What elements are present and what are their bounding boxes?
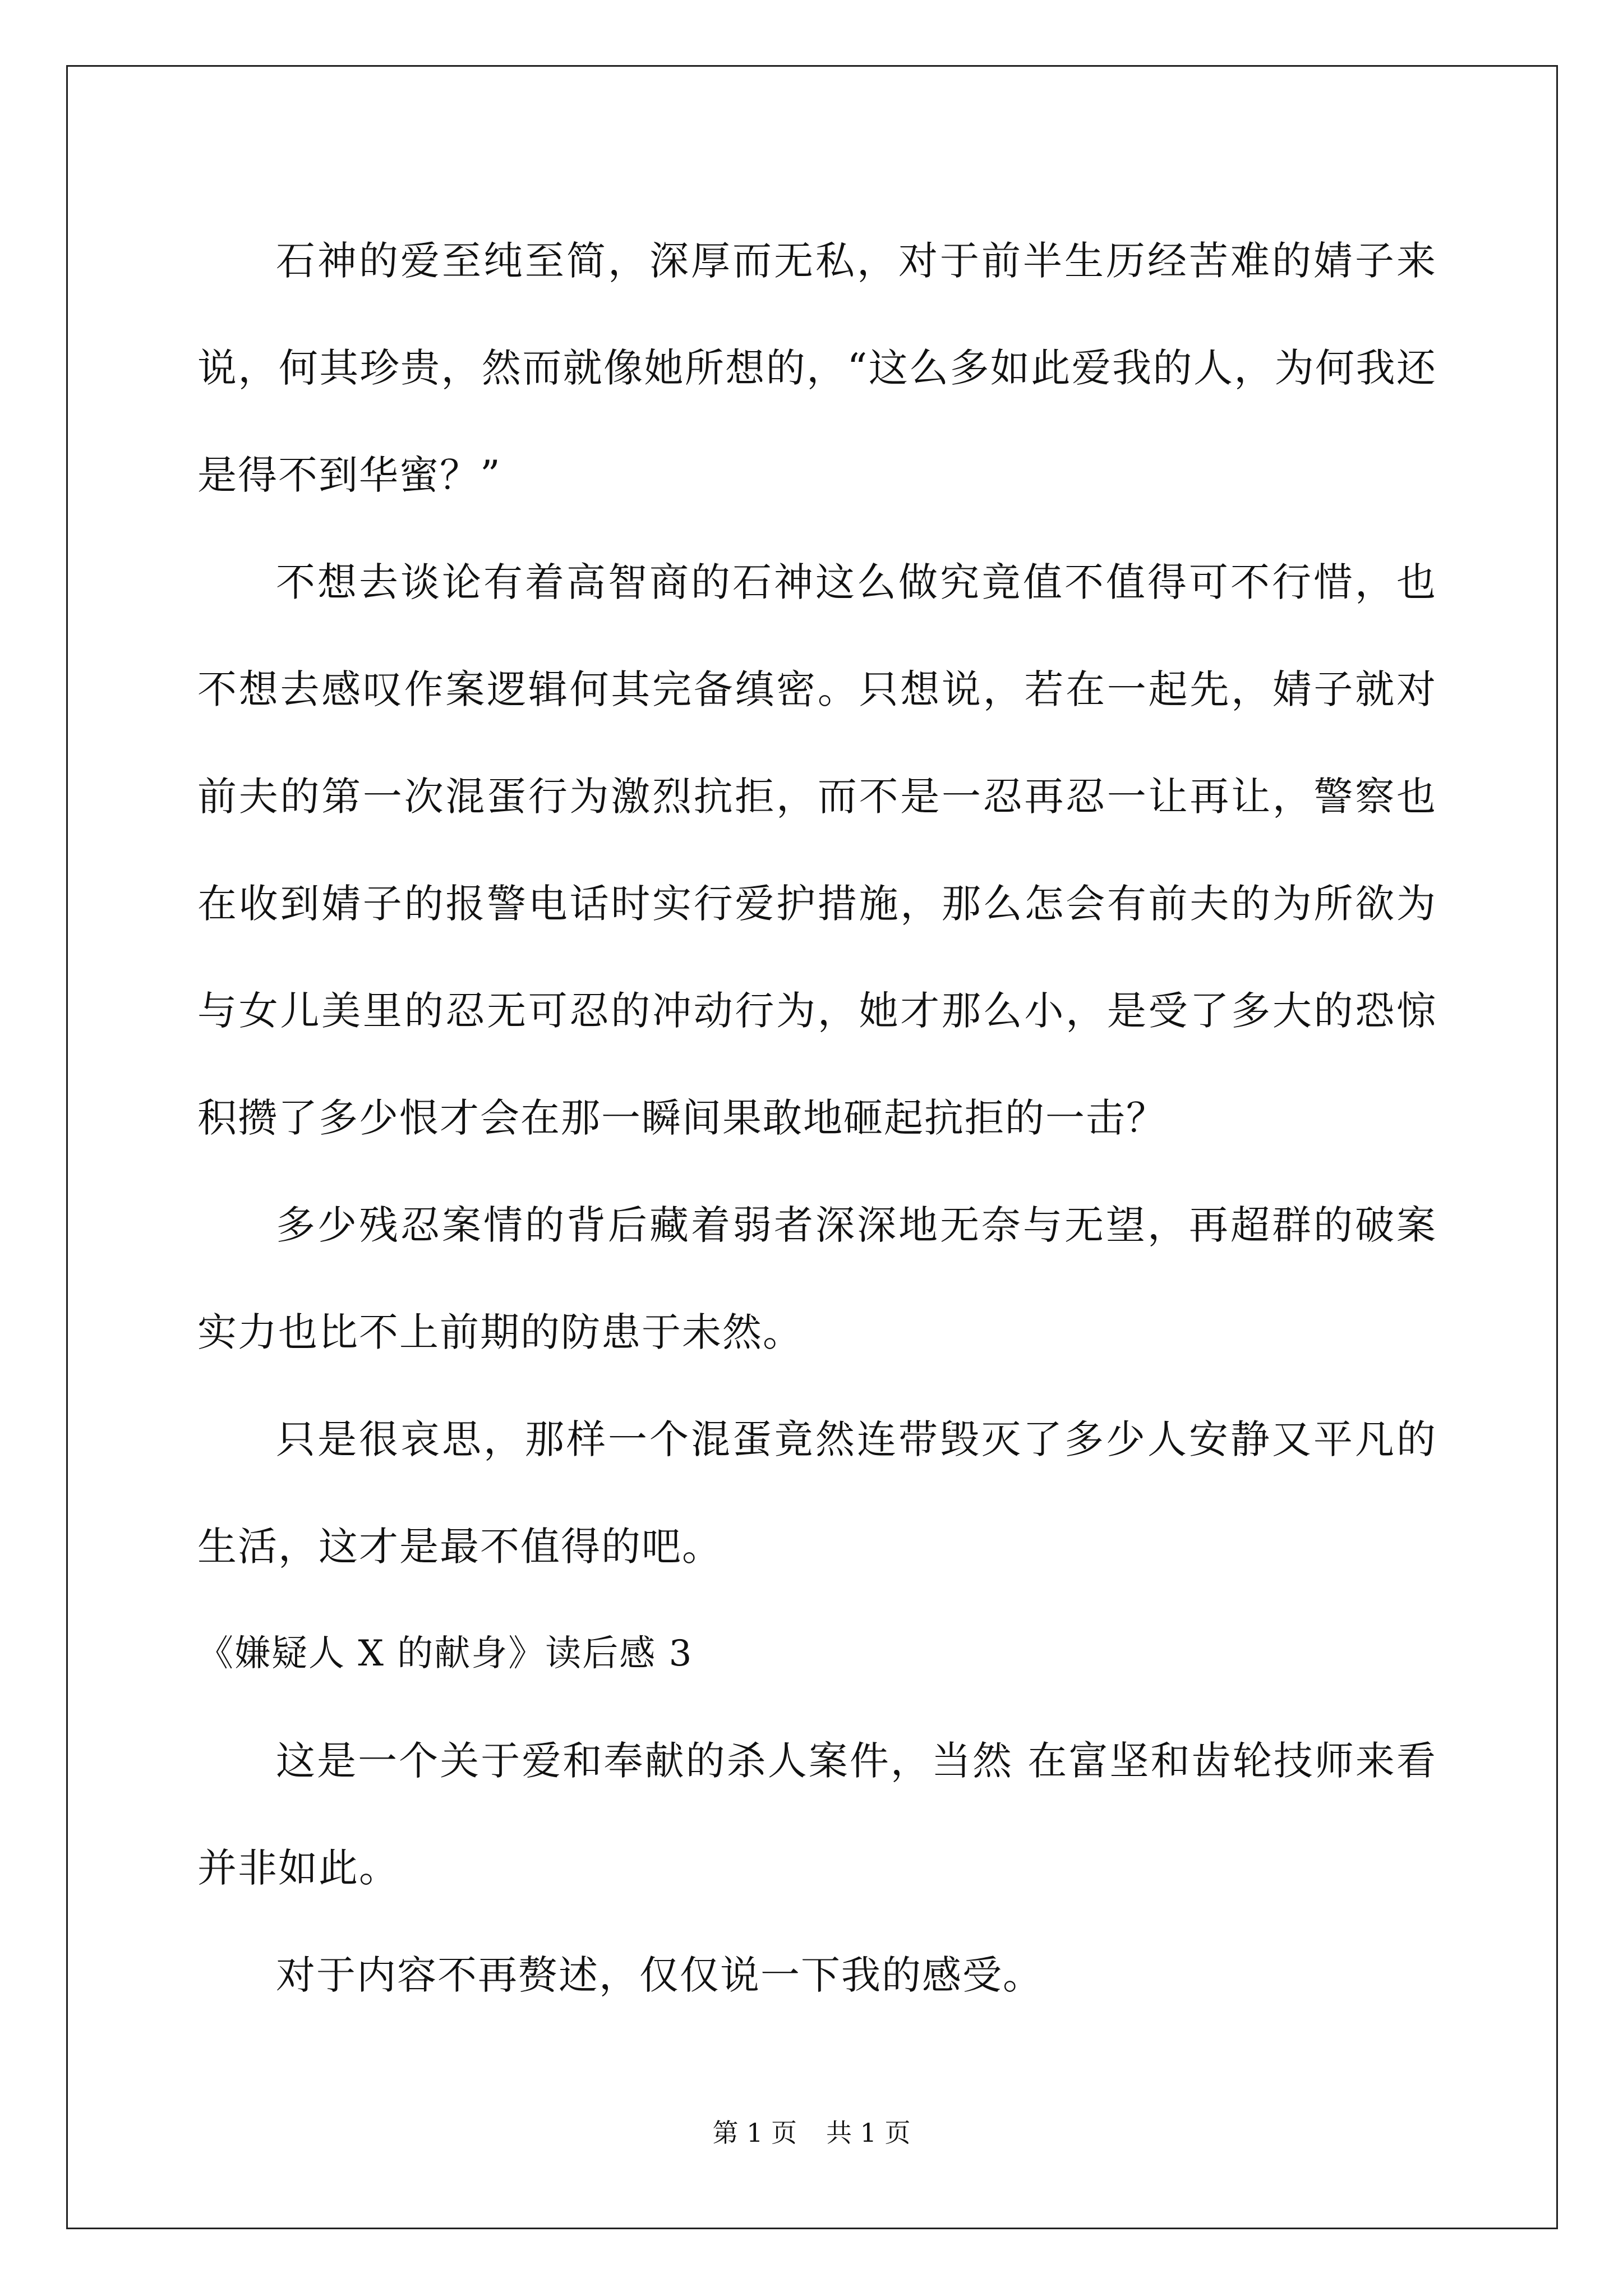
section-heading: 《嫌疑人 X 的献身》读后感 3 xyxy=(197,1633,693,1674)
page-footer xyxy=(0,2116,1623,2150)
body-paragraph: 不想去谈论有着高智商的石神这么做究竟值不值得可不行惜，也不想去感叹作案逻辑何其完备缜密。只想说，若在一起先，婧子就对前夫的第一次混蛋行为激烈抗拒，而不是一忍再忍一让再让，警察也在收到婧子的报警电话时实行爱护措施，那么怎会有前夫的为所欲为与女儿美里的忍无可忍的冲动行为，她才那么小，是受了多大的恐惊积攒了多少恨才会在那一瞬间果敢地砸起抗拒的一击？ xyxy=(197,559,1437,1141)
page-total: 共 1 页 xyxy=(826,2118,911,2148)
body-paragraph: 这是一个关于爱和奉献的杀人案件，当然 在富坚和齿轮技师来看并非如此。 xyxy=(197,1738,1437,1891)
body-paragraph: 多少残忍案情的背后藏着弱者深深地无奈与无望，再超群的破案实力也比不上前期的防患于未然。 xyxy=(197,1202,1437,1355)
document-body xyxy=(197,208,1437,2029)
body-paragraph: 石神的爱至纯至简，深厚而无私，对于前半生历经苦难的婧子来说，何其珍贵，然而就像她所想的，“这么多如此爱我的人，为何我还是得不到华蜜？” xyxy=(197,238,1437,498)
body-paragraph: 对于内容不再赘述，仅仅说一下我的感受。 xyxy=(276,1952,1043,1998)
body-paragraph: 只是很哀思，那样一个混蛋竟然连带毁灭了多少人安静又平凡的生活，这才是最不值得的吧。 xyxy=(197,1416,1437,1570)
page-number: 第 1 页 xyxy=(712,2118,797,2148)
